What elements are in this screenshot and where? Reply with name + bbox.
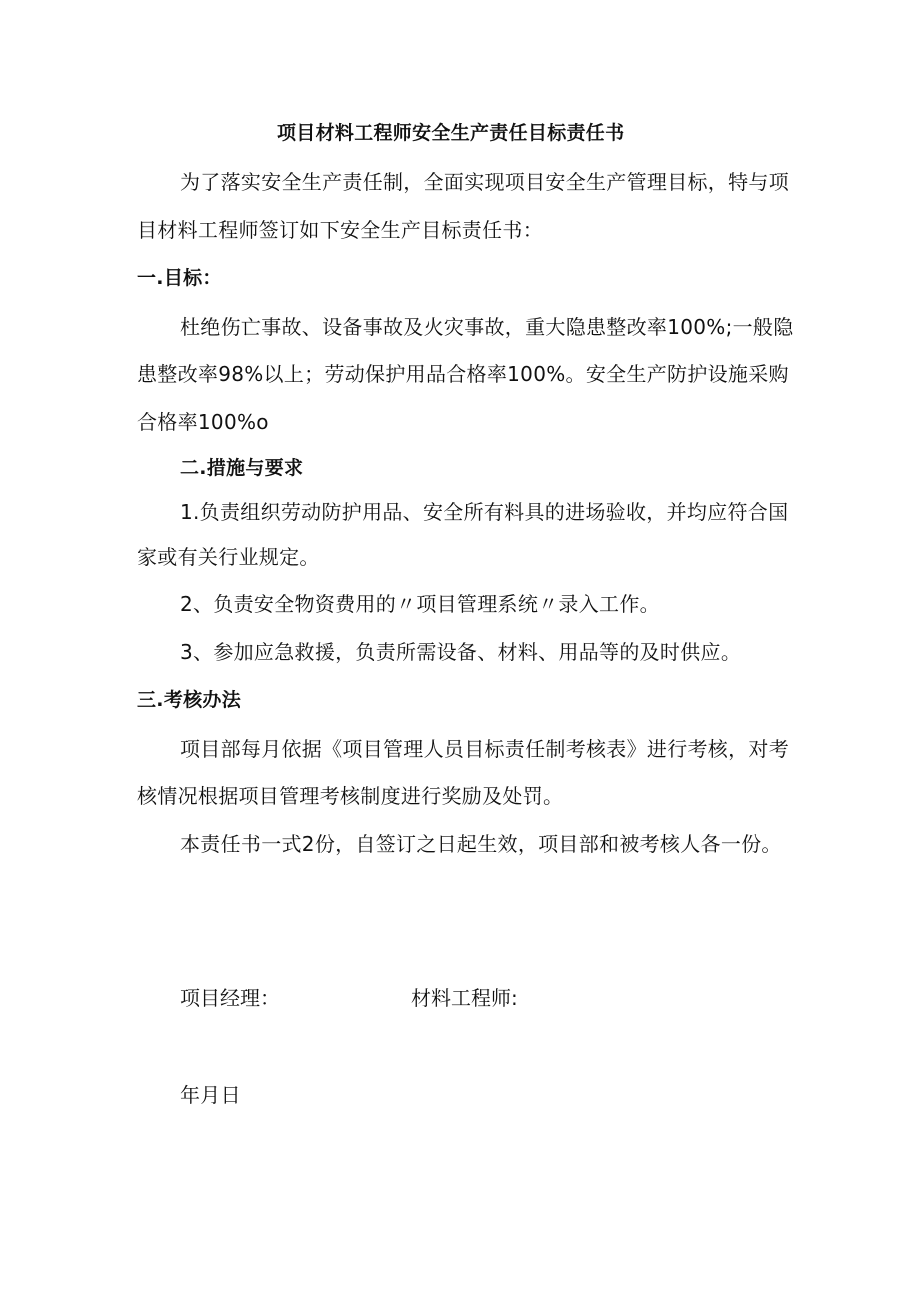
section-2-heading: 二.措施与要求 [180,457,304,479]
section-2-item-1-line-1: 1.负责组织劳动防护用品、安全所有料具的进场验收，并均应符合国 [180,500,789,524]
section-1-heading: 一.目标： [137,267,222,289]
document-title: 项目材料工程师安全生产责任目标责任书 [277,122,625,144]
intro-line-1: 为了落实安全生产责任制，全面实现项目安全生产管理目标，特与项 [180,170,789,194]
section-1-line-1: 杜绝伤亡事故、设备事故及火灾事故，重大隐患整改率100%;一般隐 [180,315,794,339]
section-2-item-3: 3、参加应急救援，负责所需设备、材料、用品等的及时供应。 [180,640,742,664]
section-1-line-2: 患整改率98%以上；劳动保护用品合格率100%。安全生产防护设施采购 [137,362,789,386]
section-3-heading: 三.考核办法 [137,689,242,711]
section-2-item-2: 2、负责安全物资费用的〃项目管理系统〃录入工作。 [180,592,660,616]
materials-engineer-label: 材料工程师: [411,986,518,1010]
section-1-line-3: 合格率100%o [137,410,269,434]
section-2-item-1-line-2: 家或有关行业规定。 [137,545,320,569]
signing-date: 年月日 [180,1083,241,1107]
section-3-line-2: 核情况根据项目管理考核制度进行奖励及处罚。 [137,784,564,808]
intro-line-2: 目材料工程师签订如下安全生产目标责任书： [137,218,543,242]
section-3-line-1: 项目部每月依据《项目管理人员目标责任制考核表》进行考核，对考 [180,737,789,761]
section-3-copies: 本责任书一式2份，自签订之日起生效，项目部和被考核人各一份。 [180,832,782,856]
project-manager-label: 项目经理： [180,986,280,1010]
